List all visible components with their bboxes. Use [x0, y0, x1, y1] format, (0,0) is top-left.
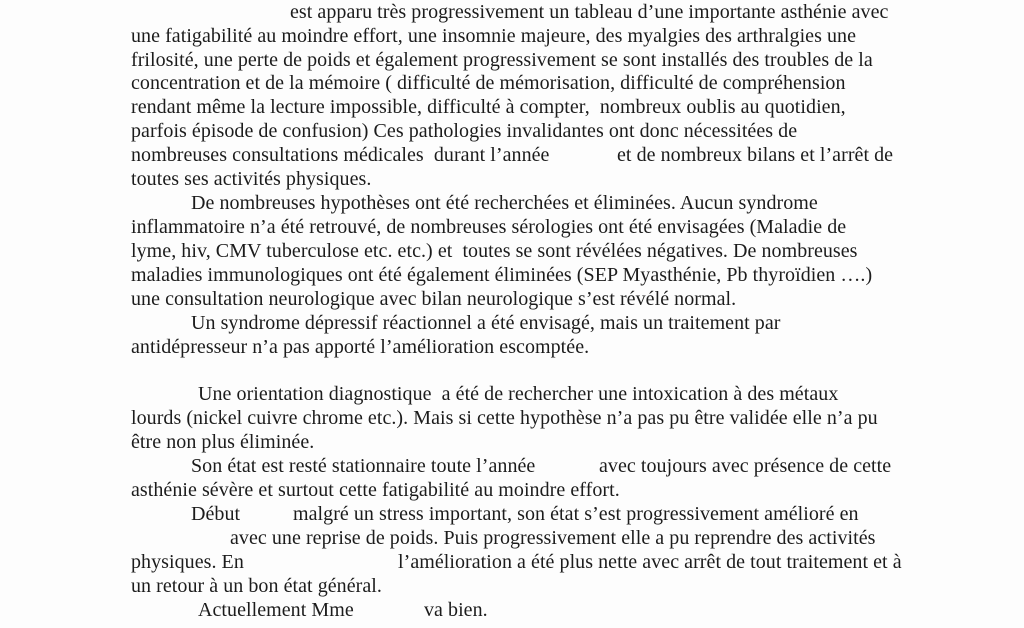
text-line: frilosité, une perte de poids et également progressivement se sont installés des troubles de la — [131, 49, 873, 71]
text-line: va bien. — [424, 599, 488, 621]
text-line: avec toujours avec présence de cette — [599, 455, 892, 477]
text-line: un retour à un bon état général. — [131, 575, 382, 597]
text-line: l’amélioration a été plus nette avec arrêt de tout traitement et à — [398, 551, 902, 573]
text-line: une fatigabilité au moindre effort, une insomnie majeure, des myalgies des arthralgies une — [131, 25, 857, 47]
text-line: nombreuses consultations médicales durant l’année — [131, 144, 550, 166]
text-line: Un syndrome dépressif réactionnel a été envisagé, mais un traitement par — [191, 312, 781, 334]
text-line: toutes ses activités physiques. — [131, 168, 372, 190]
text-line: une consultation neurologique avec bilan neurologique s’est révélé normal. — [131, 288, 737, 310]
text-line: inflammatoire n’a été retrouvé, de nombreuses sérologies ont été envisagées (Maladie de — [131, 216, 847, 238]
text-line: parfois épisode de confusion) Ces pathologies invalidantes ont donc nécessitées de — [131, 120, 798, 142]
text-line: avec une reprise de poids. Puis progressivement elle a pu reprendre des activités — [230, 527, 876, 549]
text-line: lourds (nickel cuivre chrome etc.). Mais si cette hypothèse n’a pas pu être validée elle n’a pu — [131, 407, 878, 429]
text-line: asthénie sévère et surtout cette fatigabilité au moindre effort. — [131, 479, 620, 501]
text-line: De nombreuses hypothèses ont été recherchées et éliminées. Aucun syndrome — [191, 192, 818, 214]
text-line: physiques. En — [131, 551, 244, 573]
text-line: maladies immunologiques ont été également éliminées (SEP Myasthénie, Pb thyroïdien ….) — [131, 264, 873, 286]
text-line: Actuellement Mme — [198, 599, 354, 621]
text-line: Son état est resté stationnaire toute l’année — [191, 455, 536, 477]
text-line: rendant même la lecture impossible, difficulté à compter, nombreux oublis au quotidien, — [131, 96, 846, 118]
text-line: malgré un stress important, son état s’est progressivement amélioré en — [293, 503, 859, 525]
text-line: concentration et de la mémoire ( difficulté de mémorisation, difficulté de compréhension — [131, 72, 846, 94]
text-line: lyme, hiv, CMV tuberculose etc. etc.) et toutes se sont révélées négatives. De nombreuses — [131, 240, 858, 262]
text-line: antidépresseur n’a pas apporté l’amélioration escomptée. — [131, 336, 590, 358]
text-line: Début — [191, 503, 241, 525]
text-line: et de nombreux bilans et l’arrêt de — [617, 144, 894, 166]
text-line: est apparu très progressivement un tableau d’une importante asthénie avec — [290, 1, 889, 23]
text-line: Une orientation diagnostique a été de rechercher une intoxication à des métaux — [198, 383, 839, 405]
text-line: être non plus éliminée. — [131, 431, 315, 453]
